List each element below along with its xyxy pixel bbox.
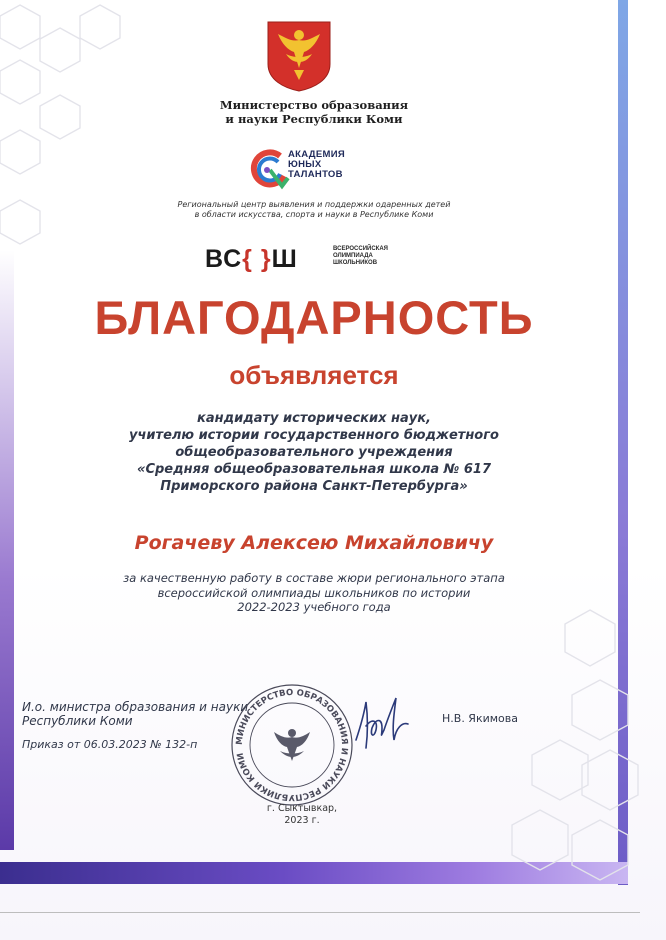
olympiad-caption-2: ОЛИМПИАДА [333, 253, 373, 259]
position-line-2: Республики Коми [22, 714, 133, 728]
regional-line-1: Региональный центр выявления и поддержки одаренных детей [177, 200, 451, 209]
olympiad-logo-brace: { } [242, 245, 272, 273]
bottom-decor-band [0, 862, 628, 884]
olympiad-logo-caption [333, 246, 388, 267]
recipient-line-3: общеобразовательного учреждения [175, 445, 453, 460]
signer-name: Н.В. Якимова [442, 712, 518, 725]
issue-place [252, 803, 352, 827]
reason-line-2: всероссийской олимпиады школьников по истории [157, 585, 471, 600]
olympiad-logo-left: ВС [205, 245, 243, 273]
olympiad-logo-mark [205, 245, 298, 274]
award-reason [0, 571, 628, 615]
ministry-line-2: и науки Республики Коми [225, 112, 403, 126]
scan-edge-line [0, 912, 640, 913]
academy-logo-text [288, 150, 345, 180]
academy-line-3: ТАЛАНТОВ [288, 169, 343, 180]
academy-logo [248, 148, 388, 194]
issue-year: 2023 г. [284, 815, 320, 826]
academy-line-1: АКАДЕМИЯ [288, 149, 345, 160]
recipient-line-1: кандидату исторических наук, [197, 411, 431, 426]
recipient-line-4: «Средняя общеобразовательная школа № 617 [137, 462, 491, 477]
handwritten-signature-icon [350, 688, 412, 758]
stamp-arc-text: МИНИСТЕРСТВО ОБРАЗОВАНИЯ И НАУКИ РЕСПУБЛИКИ КОМИ [234, 687, 350, 803]
official-stamp [230, 683, 354, 807]
signer-position [22, 700, 248, 728]
position-line-1: И.о. министра образования и науки [22, 700, 249, 714]
olympiad-logo-right: Ш [271, 245, 298, 273]
regional-center [0, 200, 628, 220]
ministry-line-1: Министерство образования [219, 98, 409, 112]
issue-city: г. Сыктывкар, [266, 803, 338, 814]
announce-text: объявляется [229, 360, 399, 390]
stamp-emblem-icon [274, 729, 310, 761]
order-reference: Приказ от 06.03.2023 № 132-п [22, 738, 198, 751]
recipient-name: Рогачеву Алексею Михайловичу [134, 532, 494, 554]
recipient-line-2: учителю истории государственного бюджетного [129, 428, 499, 443]
recipient-line-5: Приморского района Санкт-Петербурга» [160, 479, 468, 494]
reason-line-3: 2022-2023 учебного года [237, 600, 391, 614]
olympiad-logo [205, 245, 415, 275]
olympiad-caption-3: ШКОЛЬНИКОВ [333, 260, 378, 266]
academy-logo-icon [248, 148, 290, 190]
olympiad-caption-1: ВСЕРОССИЙСКАЯ [333, 246, 388, 252]
ministry-name [0, 98, 628, 126]
komi-coat-of-arms-icon [264, 20, 334, 92]
certificate-title: БЛАГОДАРНОСТЬ [94, 291, 534, 344]
academy-line-2: ЮНЫХ [288, 159, 322, 170]
recipient-description [0, 410, 628, 495]
regional-line-2: в области искусства, спорта и науки в Республике Коми [194, 210, 434, 219]
reason-line-1: за качественную работу в составе жюри регионального этапа [123, 571, 505, 585]
